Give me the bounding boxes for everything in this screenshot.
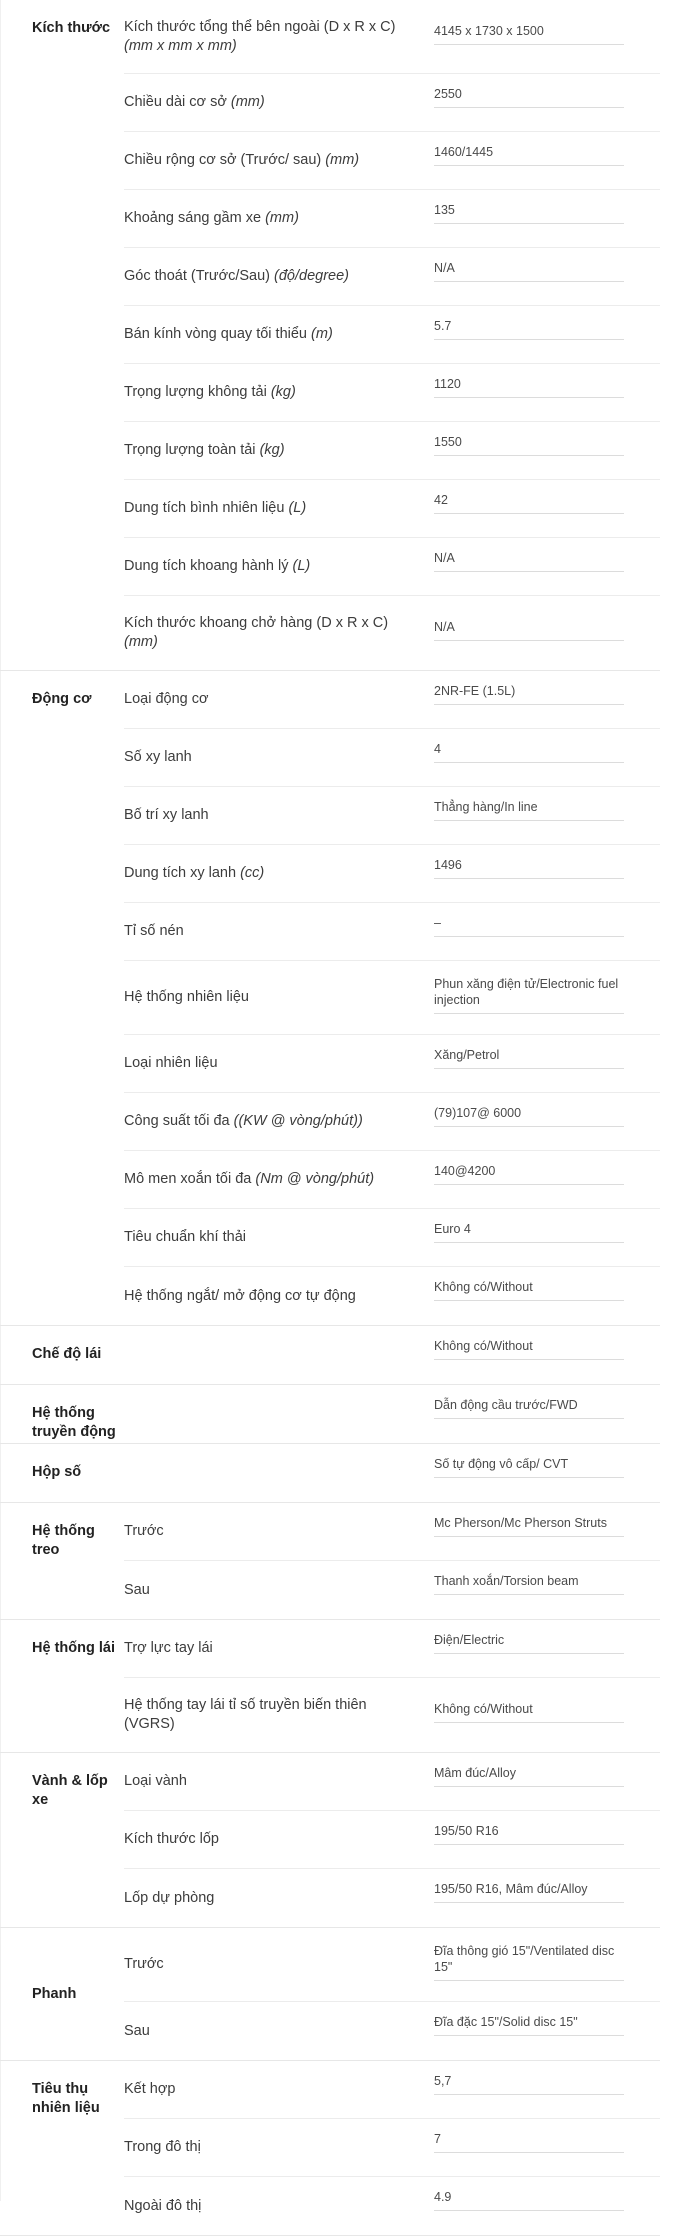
spec-label-text: Dung tích khoang hành lý — [124, 558, 289, 574]
spec-label-text: Kích thước tổng thể bên ngoài (D x R x C) — [124, 18, 396, 35]
spec-label — [124, 1170, 434, 1189]
spec-value: 1460/1445 — [434, 144, 624, 166]
spec-unit: (Nm @ vòng/phút) — [255, 1171, 375, 1187]
spec-value: 42 — [434, 492, 624, 514]
spec-label-text: Trong đô thị — [124, 2139, 201, 2155]
spec-unit: (L) — [288, 500, 307, 516]
spec-value: Số tự động vô cấp/ CVT — [434, 1456, 624, 1478]
spec-value: 5.7 — [434, 318, 624, 340]
spec-group — [0, 1503, 660, 1620]
spec-value: Đĩa thông gió 15"/Ventilated disc 15" — [434, 1943, 624, 1981]
spec-label-text: Sau — [124, 1581, 150, 1598]
spec-value: Điện/Electric — [434, 1632, 624, 1654]
spec-row — [124, 1869, 660, 1927]
spec-value: Không có/Without — [434, 1338, 624, 1360]
spec-value: 1120 — [434, 376, 624, 398]
spec-row — [124, 845, 660, 903]
spec-row — [124, 961, 660, 1035]
spec-row — [124, 2177, 660, 2235]
spec-row — [124, 596, 660, 670]
spec-label-text: Số xy lanh — [124, 749, 192, 765]
spec-row — [124, 787, 660, 845]
spec-label-text: Kích thước khoang chở hàng (D x R x C) — [124, 615, 389, 631]
spec-label-text: Ngoài đô thị — [124, 2197, 202, 2214]
spec-group — [0, 1385, 660, 1444]
spec-row — [124, 480, 660, 538]
spec-label — [124, 325, 434, 344]
spec-group — [0, 2061, 660, 2236]
spec-label — [124, 383, 434, 402]
spec-row — [124, 248, 660, 306]
spec-label — [124, 557, 434, 576]
spec-row — [124, 1753, 660, 1811]
spec-label-text: Kết hợp — [124, 2081, 176, 2097]
spec-label — [124, 2080, 434, 2099]
spec-label-text: Tiêu chuẩn khí thải — [124, 1229, 246, 1245]
spec-value: Thẳng hàng/In line — [434, 799, 624, 821]
spec-row — [124, 1151, 660, 1209]
spec-value: 135 — [434, 202, 624, 224]
spec-value: N/A — [434, 550, 624, 572]
spec-value: Mc Pherson/Mc Pherson Struts — [434, 1515, 624, 1537]
spec-label-text: Dung tích xy lanh — [124, 865, 237, 881]
spec-row — [124, 671, 660, 729]
spec-unit: (mm) — [325, 152, 360, 168]
spec-value: Mâm đúc/Alloy — [434, 1765, 624, 1787]
spec-value: Đĩa đặc 15"/Solid disc 15" — [434, 2014, 624, 2036]
spec-value: Không có/Without — [434, 1701, 624, 1723]
spec-unit: (kg) — [270, 384, 296, 400]
spec-label — [124, 1522, 434, 1541]
spec-value: 2NR-FE (1.5L) — [434, 683, 624, 705]
spec-unit: (kg) — [259, 442, 285, 458]
spec-value: Không có/Without — [434, 1279, 624, 1301]
spec-row — [124, 190, 660, 248]
spec-row — [124, 1620, 660, 1678]
spec-value: 1496 — [434, 857, 624, 879]
spec-value: 4 — [434, 741, 624, 763]
spec-label-text: Trọng lượng không tải — [124, 384, 267, 400]
spec-unit: (mm) — [230, 94, 265, 110]
spec-value: 195/50 R16, Mâm đúc/Alloy — [434, 1881, 624, 1903]
spec-value: Xăng/Petrol — [434, 1047, 624, 1069]
spec-row — [124, 1928, 660, 2002]
spec-value: N/A — [434, 619, 624, 641]
spec-value: Euro 4 — [434, 1221, 624, 1243]
group-title: Vành & lốp xe — [32, 1773, 108, 1808]
spec-row — [124, 306, 660, 364]
spec-group — [0, 1620, 660, 1753]
spec-label-text: Trọng lượng toàn tải — [124, 442, 256, 458]
group-title: Hệ thống lái — [32, 1640, 115, 1656]
spec-group — [0, 1326, 660, 1385]
spec-value: – — [434, 915, 624, 937]
spec-value: 2550 — [434, 86, 624, 108]
spec-row — [124, 1385, 660, 1443]
spec-row — [124, 1503, 660, 1561]
spec-label-text: Chiều rộng cơ sở (Trước/ sau) — [124, 152, 322, 168]
spec-unit: (m) — [311, 326, 333, 342]
spec-label — [124, 690, 434, 709]
spec-label-text: Tỉ số nén — [124, 923, 184, 939]
spec-label — [124, 1696, 434, 1734]
spec-label-text: Hệ thống nhiên liệu — [124, 989, 249, 1005]
spec-label — [124, 441, 434, 460]
spec-label-text: Hệ thống ngắt/ mở động cơ tự động — [124, 1287, 356, 1304]
spec-label — [124, 1639, 434, 1658]
spec-label — [124, 1889, 434, 1908]
group-title: Hệ thống treo — [32, 1523, 95, 1558]
spec-row — [124, 729, 660, 787]
spec-label — [124, 2197, 434, 2216]
spec-group — [0, 0, 660, 671]
spec-row — [124, 1678, 660, 1752]
spec-row — [124, 1811, 660, 1869]
spec-row — [124, 1444, 660, 1502]
spec-label — [124, 748, 434, 767]
spec-label — [124, 93, 434, 112]
spec-unit: ((KW @ vòng/phút)) — [233, 1113, 363, 1129]
spec-row — [124, 422, 660, 480]
spec-value: 5,7 — [434, 2073, 624, 2095]
spec-label — [124, 864, 434, 883]
spec-row — [124, 1267, 660, 1325]
spec-unit: (cc) — [240, 865, 265, 881]
spec-label-text: Loại vành — [124, 1773, 187, 1789]
spec-group — [0, 1928, 660, 2061]
spec-value: Phun xăng điện tử/Electronic fuel injection — [434, 976, 624, 1014]
spec-row — [124, 1093, 660, 1151]
spec-row — [124, 2119, 660, 2177]
spec-row — [124, 0, 660, 74]
group-title: Chế độ lái — [32, 1346, 102, 1362]
group-title: Hệ thống truyền động — [32, 1405, 116, 1440]
spec-row — [124, 1035, 660, 1093]
spec-label — [124, 18, 434, 56]
spec-label-text: Sau — [124, 2022, 150, 2039]
group-title: Kích thước — [32, 20, 111, 36]
spec-label — [124, 988, 434, 1007]
spec-label — [124, 1772, 434, 1791]
spec-label-text: Bán kính vòng quay tối thiểu — [124, 326, 307, 342]
spec-label — [124, 267, 434, 286]
spec-label — [124, 499, 434, 518]
spec-group — [0, 671, 660, 1326]
group-title: Hộp số — [32, 1464, 82, 1480]
spec-label — [124, 1287, 434, 1306]
spec-value: 140@4200 — [434, 1163, 624, 1185]
spec-label — [124, 2022, 434, 2041]
spec-label — [124, 209, 434, 228]
spec-value: 1550 — [434, 434, 624, 456]
spec-label-text: Chiều dài cơ sở — [124, 94, 227, 110]
spec-label — [124, 1112, 434, 1131]
spec-value: 4.9 — [434, 2189, 624, 2211]
spec-label — [124, 2138, 434, 2157]
spec-label — [124, 1228, 434, 1247]
spec-label — [124, 1581, 434, 1600]
spec-label-text: Trước — [124, 1956, 164, 1972]
spec-row — [124, 2061, 660, 2119]
spec-row — [124, 364, 660, 422]
spec-label-text: Mô men xoắn tối đa — [124, 1171, 252, 1187]
spec-row — [124, 538, 660, 596]
spec-value: 4145 x 1730 x 1500 — [434, 23, 624, 45]
spec-label — [124, 922, 434, 941]
spec-label-text: Loại động cơ — [124, 691, 209, 707]
spec-label-text: Loại nhiên liệu — [124, 1055, 218, 1071]
spec-label-text: Khoảng sáng gầm xe — [124, 210, 262, 226]
group-title: Động cơ — [32, 691, 92, 707]
spec-unit: (mm x mm x mm) — [124, 37, 237, 54]
spec-row — [124, 1209, 660, 1267]
spec-label-text: Trợ lực tay lái — [124, 1640, 213, 1656]
spec-row — [124, 74, 660, 132]
group-title: Phanh — [32, 1985, 77, 2002]
spec-group — [0, 1444, 660, 1503]
spec-row — [124, 903, 660, 961]
spec-label-text: Công suất tối đa — [124, 1113, 230, 1129]
spec-label-text: Kích thước lốp — [124, 1831, 219, 1847]
spec-label-text: Trước — [124, 1523, 164, 1539]
spec-row — [124, 2002, 660, 2060]
spec-group — [0, 1753, 660, 1928]
spec-value: 195/50 R16 — [434, 1823, 624, 1845]
spec-label — [124, 806, 434, 825]
spec-label-text: Dung tích bình nhiên liệu — [124, 500, 285, 516]
spec-label-text: Góc thoát (Trước/Sau) — [124, 268, 270, 284]
spec-label — [124, 151, 434, 170]
spec-unit: (mm) — [124, 634, 158, 650]
spec-label — [124, 1054, 434, 1073]
spec-label-text: Bố trí xy lanh — [124, 807, 209, 823]
spec-label — [124, 1955, 434, 1974]
spec-label — [124, 614, 434, 652]
spec-value: N/A — [434, 260, 624, 282]
spec-unit: (mm) — [265, 210, 299, 226]
spec-unit: (L) — [292, 558, 311, 574]
spec-row — [124, 1326, 660, 1384]
spec-value: (79)107@ 6000 — [434, 1105, 624, 1127]
spec-unit: (độ/degree) — [274, 268, 349, 284]
spec-label-text: Lốp dự phòng — [124, 1889, 215, 1906]
group-title: Tiêu thụ nhiên liệu — [32, 2081, 100, 2116]
spec-value: Dẫn động cầu trước/FWD — [434, 1397, 624, 1419]
spec-label-text: Hệ thống tay lái tỉ số truyền biến thiên (VGRS) — [124, 1697, 367, 1732]
spec-label — [124, 1830, 434, 1849]
spec-value: 7 — [434, 2131, 624, 2153]
spec-value: Thanh xoắn/Torsion beam — [434, 1573, 624, 1595]
spec-row — [124, 132, 660, 190]
spec-row — [124, 1561, 660, 1619]
